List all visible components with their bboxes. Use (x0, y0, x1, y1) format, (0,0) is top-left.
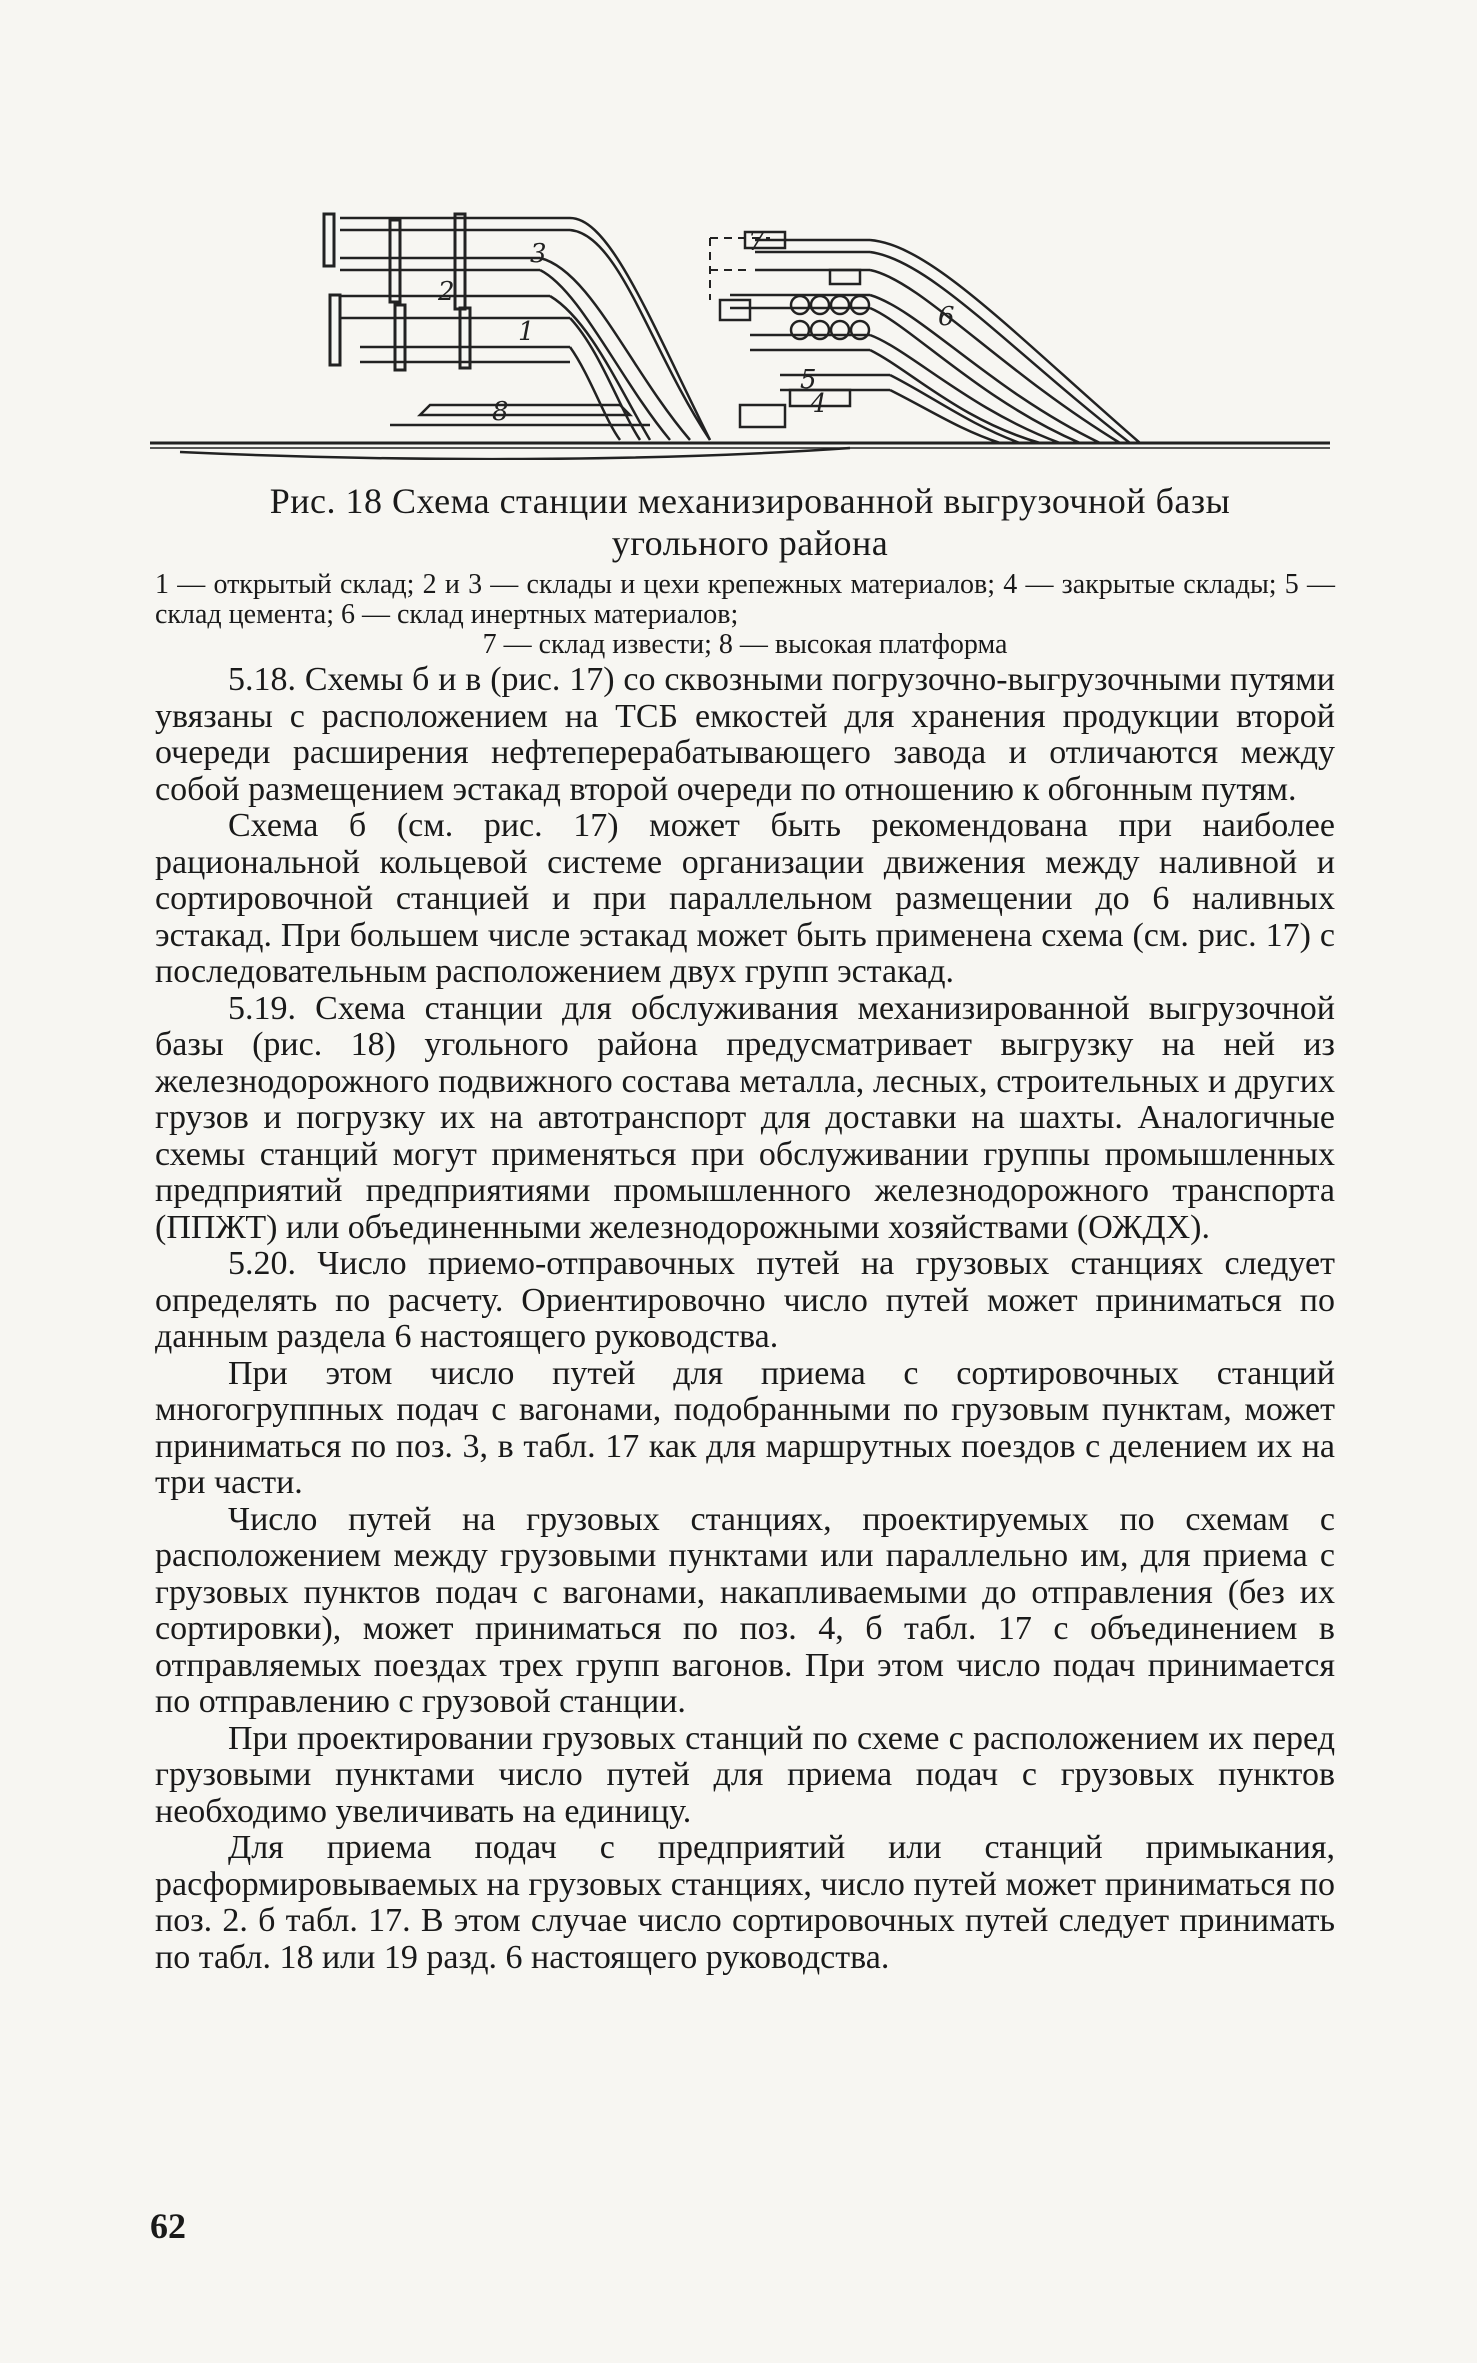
figure-label-4: 4 (810, 389, 827, 419)
figure-label-2: 2 (438, 277, 455, 307)
paragraph: При этом число путей для приема с сортировочных станций многогруппных подач с вагонами, подобранными по грузовым пунктам, может приниматься по поз. 3, в табл. 17 как для маршрутных поездов с делением их на три части. (155, 1354, 1335, 1501)
station-scheme-diagram (150, 200, 1330, 460)
figure-label-3: 3 (530, 239, 547, 269)
figure-label-7: 7 (748, 227, 765, 257)
paragraph-5-18: 5.18. Схемы б и в (рис. 17) со сквозными погрузочно-выгрузочными путями увязаны с расположением на ТСБ емкостей для хранения продукции второй очереди расширения нефтеперерабатывающего завода и отличаются между собой размещением эстакад второй очереди по отношению к обгонным путям. (155, 661, 1335, 808)
figure-label-6: 6 (938, 302, 955, 332)
figure-label-1: 1 (518, 317, 535, 347)
body-text (155, 662, 1335, 1976)
figure-label-5: 5 (800, 365, 817, 395)
figure-caption-title: Рис. 18 Схема станции механизированной выгрузочной базы угольного района (269, 481, 1231, 563)
legend-line-1: 1 — открытый склад; 2 и 3 — склады и цехи крепежных материалов; 4 — закрытые склады; 5 — склад цемента; 6 — склад инертных материалов; (155, 569, 1335, 630)
paragraph: Для приема подач с предприятий или станций примыкания, расформировываемых на грузовых станциях, число путей может приниматься по поз. 2. б табл. 17. В этом случае число сортировочных путей следует принимать по табл. 18 или 19 разд. 6 настоящего руководства. (155, 1829, 1335, 1976)
paragraph-5-20: 5.20. Число приемо-отправочных путей на грузовых станциях следует определять по расчету. Ориентировочно число путей может приниматься по данным раздела 6 настоящего руководства. (155, 1245, 1335, 1355)
page-number: 62 (150, 2206, 186, 2246)
paragraph: Схема б (см. рис. 17) может быть рекомендована при наиболее рациональной кольцевой системе организации движения между наливной и сортировочной станцией и при параллельном размещении до 6 наливных эстакад. При большем числе эстакад может быть применена схема (см. рис. 17) с последовательным расположением двух групп эстакад. (155, 807, 1335, 990)
figure-legend (155, 570, 1335, 660)
legend-line-2: 7 — склад извести; 8 — высокая платформа (482, 629, 1008, 660)
paragraph: При проектировании грузовых станций по схеме с расположением их перед грузовыми пунктами число путей для приема подач с грузовых пунктов необходимо увеличивать на единицу. (155, 1719, 1335, 1830)
paragraph-5-19: 5.19. Схема станции для обслуживания механизированной выгрузочной базы (рис. 18) угольного района предусматривает выгрузку на ней из железнодорожного подвижного состава металла, лесных, строительных и других грузов и погрузку их на автотранспорт для доставки на шахты. Аналогичные схемы станций могут применяться при обслуживании группы промышленных предприятий предприятиями промышленного железнодорожного транспорта (ППЖТ) или объединенными железнодорожными хозяйствами (ОЖДХ). (155, 989, 1335, 1246)
station-scheme-figure (150, 200, 1330, 460)
figure-label-8: 8 (492, 397, 509, 427)
paragraph: Число путей на грузовых станциях, проектируемых по схемам с расположением между грузовыми пунктами или параллельно им, для приема с грузовых пунктов подач с вагонами, накапливаемыми до отправления (без их сортировки), может приниматься по поз. 4, б табл. 17 с объединением в отправляемых поездах трех групп вагонов. При этом число подач принимается по отправлению с грузовой станции. (155, 1500, 1335, 1720)
